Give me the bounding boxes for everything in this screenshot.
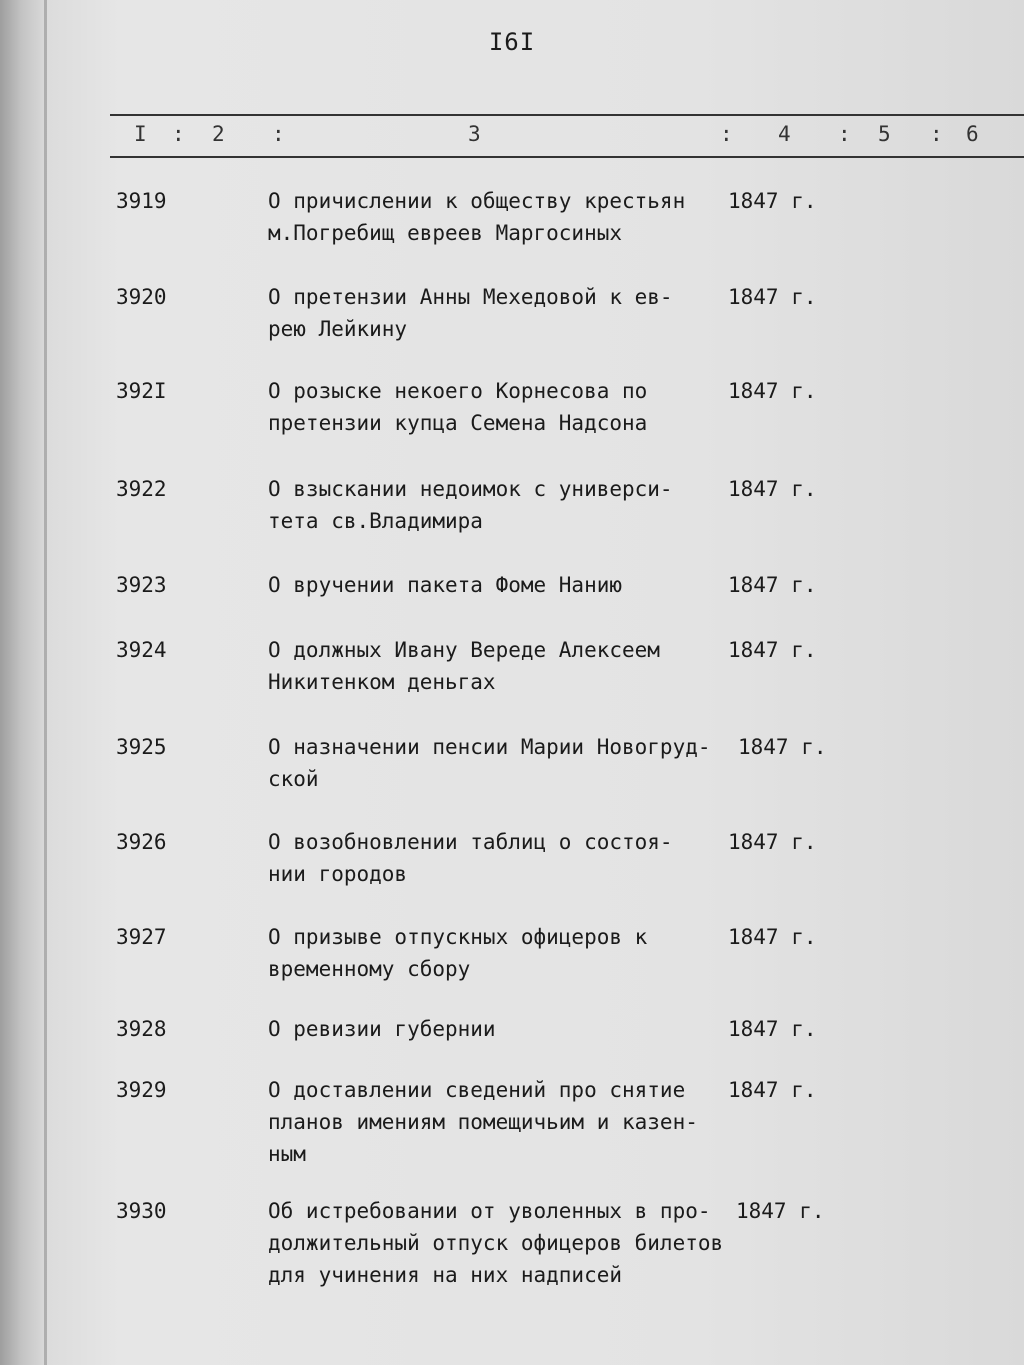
record-title-line: для учинения на них надписей: [268, 1263, 623, 1287]
record-year: 1847 г.: [728, 285, 817, 309]
column-header-row: [110, 114, 1024, 158]
record-number: 3924: [116, 638, 167, 662]
record-title-line: рею Лейкину: [268, 317, 408, 341]
record-number: 3922: [116, 477, 167, 501]
record-number: 3927: [116, 925, 167, 949]
record-title-line: тета св.Владимира: [268, 509, 483, 533]
record-title: [268, 634, 718, 698]
page-number: I6I: [488, 28, 536, 56]
record-year: 1847 г.: [728, 830, 817, 854]
record-title-line: О доставлении сведений про снятие: [268, 1078, 686, 1102]
column-header-separator: :: [172, 122, 185, 146]
record-title: [268, 731, 718, 795]
record-year: 1847 г.: [728, 477, 817, 501]
record-year: 1847 г.: [728, 573, 817, 597]
record-title: [268, 1074, 718, 1170]
record-title-line: О причислении к обществу крестьян: [268, 189, 686, 213]
record-number: 3928: [116, 1017, 167, 1041]
record-title: [268, 473, 718, 537]
record-title-line: О призыве отпускных офицеров к: [268, 925, 648, 949]
record-number: 3920: [116, 285, 167, 309]
column-header-separator: :: [838, 122, 851, 146]
record-title-line: нии городов: [268, 862, 408, 886]
record-number: 3919: [116, 189, 167, 213]
record-number: 3923: [116, 573, 167, 597]
record-title: [268, 281, 718, 345]
record-year: 1847 г.: [728, 638, 817, 662]
record-title: [268, 1013, 718, 1045]
record-title: [268, 185, 718, 249]
record-number: 3926: [116, 830, 167, 854]
column-header-5: 5: [878, 122, 891, 146]
record-title-line: Никитенком деньгах: [268, 670, 496, 694]
column-header-2: 2: [212, 122, 225, 146]
record-title-line: должительный отпуск офицеров билетов: [268, 1231, 724, 1255]
record-title-line: планов имениям помещичьим и казен-: [268, 1110, 698, 1134]
record-title-line: О должных Ивану Вереде Алексеем: [268, 638, 660, 662]
record-title: [268, 921, 718, 985]
record-title-line: О ревизии губернии: [268, 1017, 496, 1041]
column-header-6: 6: [966, 122, 979, 146]
record-title-line: О назначении пенсии Марии Новогруд-: [268, 735, 711, 759]
record-year: 1847 г.: [728, 379, 817, 403]
record-number: 3930: [116, 1199, 167, 1223]
record-title-line: ным: [268, 1142, 306, 1166]
column-header-3: 3: [468, 122, 481, 146]
record-year: 1847 г.: [728, 925, 817, 949]
record-number: 3929: [116, 1078, 167, 1102]
column-header-separator: :: [272, 122, 285, 146]
record-title-line: О претензии Анны Мехедовой к ев-: [268, 285, 673, 309]
record-number: 392I: [116, 379, 167, 403]
record-title-line: претензии купца Семена Надсона: [268, 411, 648, 435]
record-title: [268, 1195, 724, 1291]
record-title-line: О розыске некоего Корнесова по: [268, 379, 648, 403]
record-year: 1847 г.: [728, 189, 817, 213]
record-title: [268, 375, 718, 439]
record-year: 1847 г.: [736, 1199, 825, 1223]
record-title: [268, 826, 718, 890]
binding-edge: [44, 0, 47, 1365]
record-title-line: ской: [268, 767, 319, 791]
record-title-line: О возобновлении таблиц о состоя-: [268, 830, 673, 854]
column-header-separator: :: [720, 122, 733, 146]
column-header-4: 4: [778, 122, 791, 146]
record-title-line: временному сбору: [268, 957, 471, 981]
record-year: 1847 г.: [728, 1078, 817, 1102]
record-title-line: Об истребовании от уволенных в про-: [268, 1199, 711, 1223]
record-number: 3925: [116, 735, 167, 759]
record-title-line: О взыскании недоимок с универси-: [268, 477, 673, 501]
record-title-line: м.Погребищ евреев Маргосиных: [268, 221, 623, 245]
record-title: [268, 569, 718, 601]
column-header-1: I: [134, 122, 147, 146]
record-title-line: О вручении пакета Фоме Нанию: [268, 573, 623, 597]
record-year: 1847 г.: [728, 1017, 817, 1041]
column-header-separator: :: [930, 122, 943, 146]
record-year: 1847 г.: [738, 735, 827, 759]
